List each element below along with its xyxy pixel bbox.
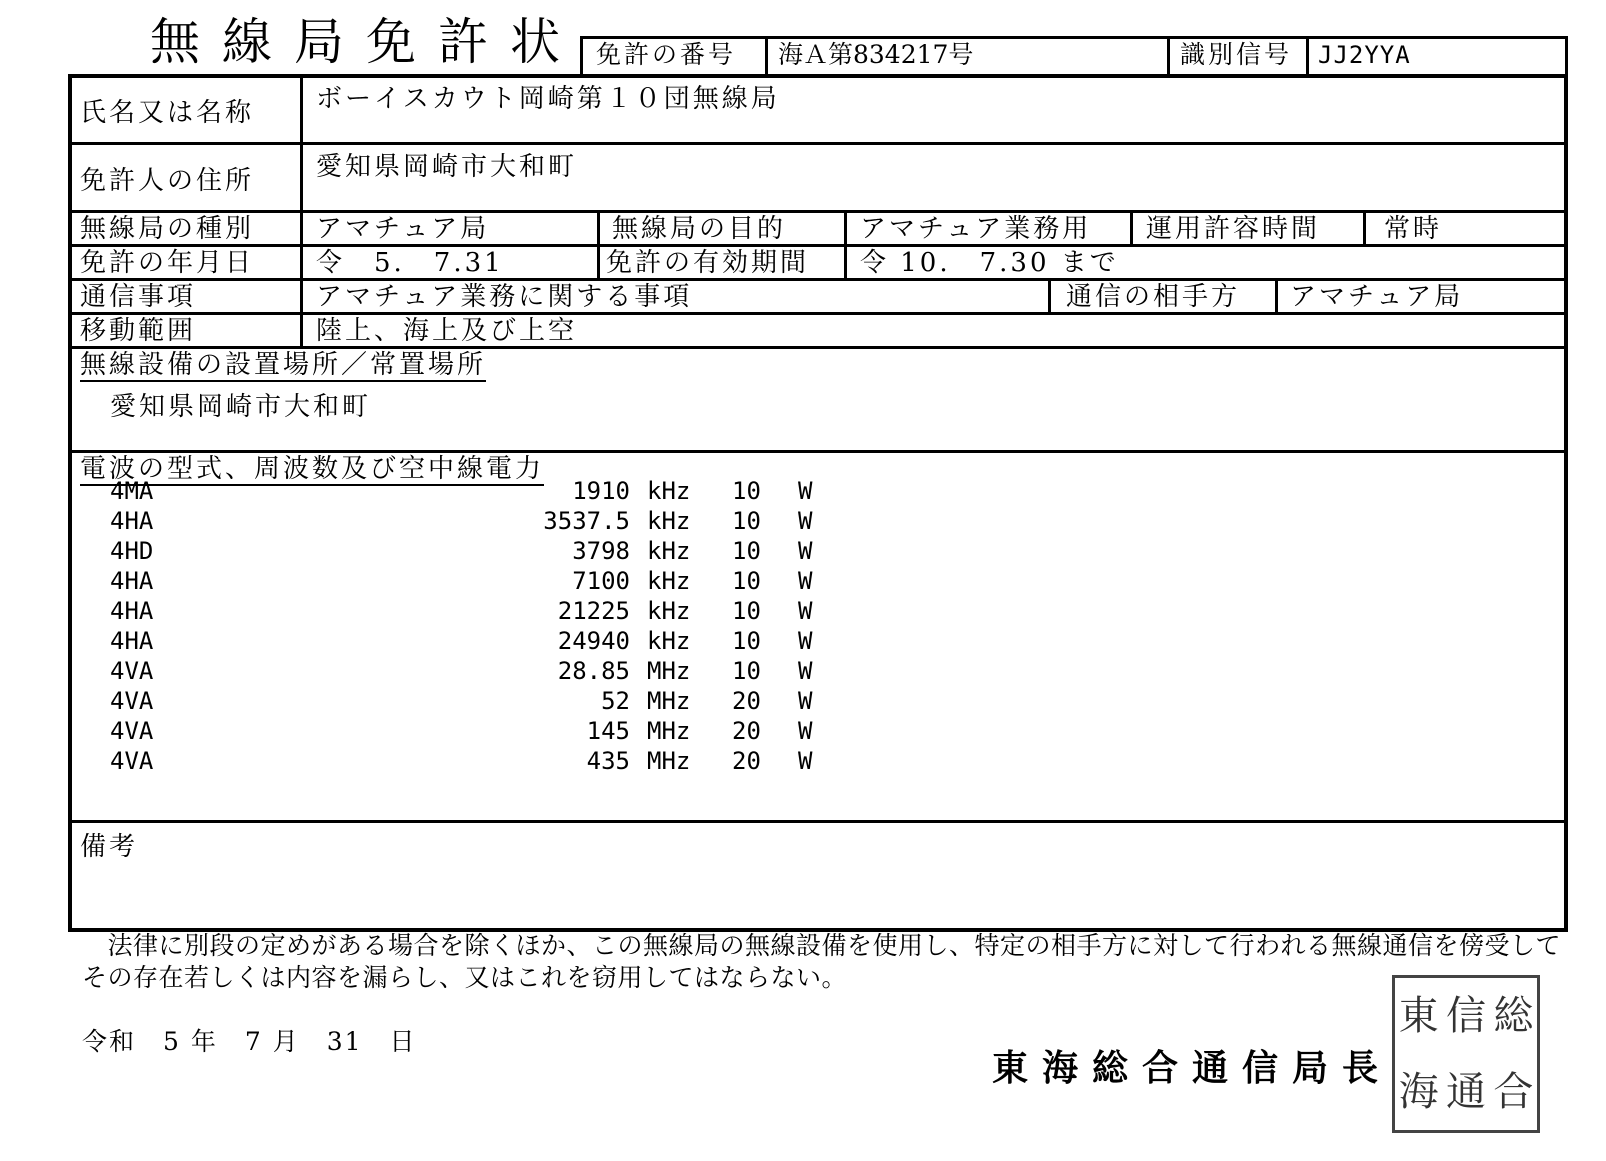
frequency-value: 145	[586, 717, 630, 745]
power-value: 20	[732, 687, 761, 715]
divider	[1363, 210, 1366, 244]
divider	[844, 210, 847, 278]
divider	[597, 210, 600, 278]
installation-place-label: 無線設備の設置場所／常置場所	[80, 350, 487, 380]
issuer: 東海総合通信局長	[992, 1047, 1393, 1089]
power-unit: W	[798, 717, 813, 745]
address-label: 免許人の住所	[80, 166, 255, 196]
frequency-row	[110, 536, 830, 567]
power-unit: W	[798, 657, 813, 685]
emission-type: 4HD	[110, 537, 154, 565]
movement-range-value: 陸上、海上及び上空	[316, 316, 578, 346]
seal-character: 海	[1398, 1069, 1439, 1115]
frequency-value: 21225	[557, 597, 630, 625]
seal-character: 東	[1398, 993, 1439, 1039]
address-value: 愛知県岡崎市大和町	[316, 152, 578, 182]
power-value: 10	[732, 537, 761, 565]
license-date-value: 令 5. 7.31	[316, 248, 504, 278]
seal-character: 合	[1493, 1069, 1534, 1115]
power-unit: W	[798, 507, 813, 535]
emission-type: 4MA	[110, 477, 154, 505]
frequency-value: 435	[586, 747, 630, 775]
row-divider	[68, 346, 1568, 349]
license-number-label: 免許の番号	[596, 40, 737, 69]
frequency-value: 3798	[572, 537, 630, 565]
frequency-row	[110, 716, 830, 747]
label-divider	[300, 74, 303, 346]
frequency-value: 28.85	[557, 657, 630, 685]
emission-type: 4HA	[110, 597, 154, 625]
emission-type: 4VA	[110, 747, 154, 775]
frequency-row	[110, 506, 830, 537]
divider	[1306, 38, 1309, 74]
frequency-row	[110, 476, 830, 507]
frequency-unit: kHz	[647, 507, 691, 535]
power-unit: W	[798, 567, 813, 595]
emission-type: 4HA	[110, 627, 154, 655]
power-value: 20	[732, 747, 761, 775]
validity-value: 令 10. 7.30 まで	[860, 248, 1119, 278]
frequencies-label: 電波の型式、周波数及び空中線電力	[80, 454, 545, 484]
emission-type: 4VA	[110, 657, 154, 685]
license-number-value: 海Ａ第834217号	[778, 40, 974, 69]
document-title: 無線局免許状	[150, 13, 582, 71]
call-sign-value: JJ2YYA	[1318, 41, 1411, 69]
frequency-value: 52	[601, 687, 630, 715]
station-type-label: 無線局の種別	[80, 214, 255, 244]
row-divider	[68, 450, 1568, 453]
power-unit: W	[798, 597, 813, 625]
name-label: 氏名又は名称	[80, 98, 255, 128]
frequency-row	[110, 746, 830, 777]
communication-matters-label: 通信事項	[80, 282, 197, 312]
frequency-row	[110, 686, 830, 717]
seal-character: 信	[1445, 993, 1486, 1039]
validity-label: 免許の有効期間	[606, 248, 810, 278]
operating-hours-label: 運用許容時間	[1146, 214, 1321, 244]
frequency-unit: MHz	[647, 657, 691, 685]
frequency-row	[110, 566, 830, 597]
emission-type: 4HA	[110, 507, 154, 535]
row-divider	[68, 210, 1568, 213]
frequency-unit: kHz	[647, 597, 691, 625]
frequency-value: 7100	[572, 567, 630, 595]
frequency-unit: kHz	[647, 567, 691, 595]
row-divider	[68, 278, 1568, 281]
frequency-unit: MHz	[647, 747, 691, 775]
power-value: 10	[732, 627, 761, 655]
communication-matters-value: アマチュア業務に関する事項	[316, 282, 693, 312]
power-unit: W	[798, 747, 813, 775]
power-unit: W	[798, 477, 813, 505]
divider	[1275, 278, 1278, 312]
station-type-value: アマチュア局	[316, 214, 490, 244]
frequency-value: 1910	[572, 477, 630, 505]
row-divider	[68, 142, 1568, 145]
name-value: ボーイスカウト岡崎第１０団無線局	[316, 84, 780, 114]
row-divider	[68, 244, 1568, 247]
installation-place-value: 愛知県岡崎市大和町	[110, 392, 372, 422]
divider	[765, 38, 768, 74]
remarks-label: 備考	[80, 832, 139, 862]
divider	[1167, 38, 1170, 74]
call-sign-label: 識別信号	[1180, 40, 1293, 69]
frequency-unit: MHz	[647, 717, 691, 745]
frequency-unit: kHz	[647, 477, 691, 505]
emission-type: 4VA	[110, 687, 154, 715]
frequency-row	[110, 626, 830, 657]
official-seal	[1392, 975, 1540, 1133]
frequency-unit: MHz	[647, 687, 691, 715]
row-divider	[68, 312, 1568, 315]
operating-hours-value: 常時	[1384, 214, 1443, 244]
movement-range-label: 移動範囲	[80, 316, 197, 346]
frequency-value: 3537.5	[543, 507, 630, 535]
power-value: 10	[732, 657, 761, 685]
issue-date: 令和 5 年 7 月 31 日	[82, 1027, 417, 1056]
purpose-value: アマチュア業務用	[860, 214, 1092, 244]
legal-notice: 法律に別段の定めがある場合を除くほか、この無線局の無線設備を使用し、特定の相手方に対して行われる無線通信を傍受してその存在若しくは内容を漏らし、又はこれを窃用してはならない。	[82, 931, 1562, 992]
divider	[1130, 210, 1133, 244]
frequency-unit: kHz	[647, 627, 691, 655]
counterpart-label: 通信の相手方	[1066, 282, 1241, 312]
power-value: 10	[732, 507, 761, 535]
power-unit: W	[798, 687, 813, 715]
power-value: 20	[732, 717, 761, 745]
frequency-row	[110, 596, 830, 627]
power-unit: W	[798, 537, 813, 565]
seal-character: 総	[1493, 993, 1534, 1039]
power-value: 10	[732, 597, 761, 625]
divider	[1048, 278, 1051, 312]
emission-type: 4VA	[110, 717, 154, 745]
row-divider	[68, 820, 1568, 823]
purpose-label: 無線局の目的	[612, 214, 787, 244]
emission-type: 4HA	[110, 567, 154, 595]
counterpart-value: アマチュア局	[1290, 282, 1464, 312]
seal-character: 通	[1445, 1069, 1486, 1115]
power-unit: W	[798, 627, 813, 655]
power-value: 10	[732, 477, 761, 505]
frequency-row	[110, 656, 830, 687]
license-date-label: 免許の年月日	[80, 248, 255, 278]
frequency-value: 24940	[557, 627, 630, 655]
power-value: 10	[732, 567, 761, 595]
frequency-unit: kHz	[647, 537, 691, 565]
